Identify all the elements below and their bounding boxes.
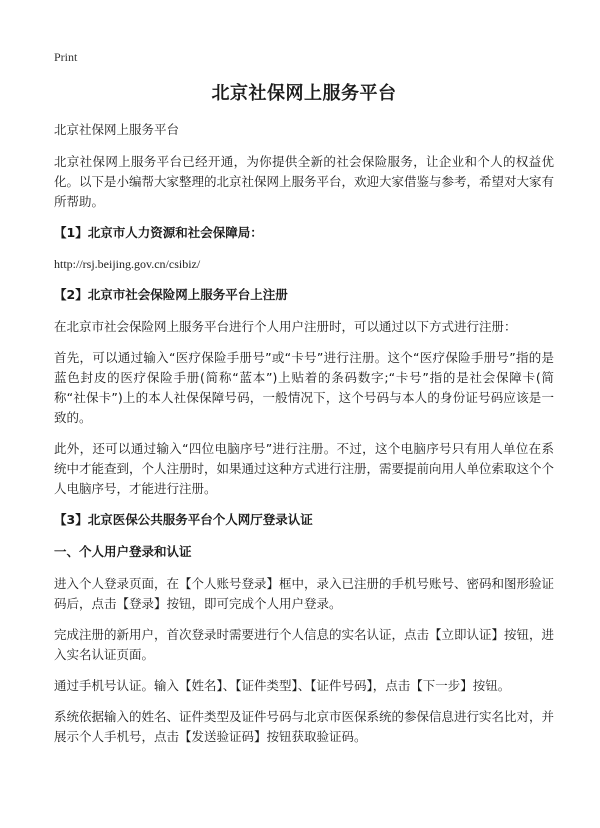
section-3-subheading: 一、个人用户登录和认证 [54, 544, 192, 559]
section-3-paragraph-3: 通过手机号认证。输入【姓名】、【证件类型】、【证件号码】，点击【下一步】按钮。 [54, 678, 511, 693]
section-3-paragraph-2: 完成注册的新用户，首次登录时需要进行个人信息的实名认证，点击【立即认证】按钮，进入实名认证页面。 [54, 627, 555, 662]
section-2-paragraph-2: 首先，可以通过输入“医疗保险手册号”或“卡号”进行注册。这个“医疗保险手册号”指的是蓝色封皮的医疗保险手册(简称“蓝本”)上贴着的条码数字;“卡号”指的是社会保障卡(简称“社保卡”)上的本人社保保障号码，一般情况下，这个号码与本人的身份证号码应该是一致的。 [54, 350, 554, 425]
section-1-heading: 【1】北京市人力资源和社会保障局： [54, 225, 263, 240]
page-title: 北京社保网上服务平台 [211, 83, 397, 104]
intro-paragraph: 北京社保网上服务平台已经开通，为你提供全新的社会保险服务，让企业和个人的权益优化。以下是小编帮大家整理的北京社保网上服务平台，欢迎大家借鉴与参考，希望对大家有所帮助。 [54, 154, 555, 209]
section-2-paragraph-3: 此外，还可以通过输入“四位电脑序号”进行注册。不过，这个电脑序号只有用人单位在系统中才能查到，个人注册时，如果通过这种方式进行注册，需要提前向用人单位索取这个个人电脑序号，才能进行注册。 [54, 441, 555, 496]
section-1-url: http://rsj.beijing.gov.cn/csibiz/ [54, 257, 201, 271]
section-2-heading: 【2】北京市社会保险网上服务平台上注册 [54, 287, 288, 302]
section-3-heading: 【3】北京医保公共服务平台个人网厅登录认证 [54, 512, 313, 527]
section-3-paragraph-1: 进入个人登录页面，在【个人账号登录】框中，录入已注册的手机号账号、密码和图形验证码后，点击【登录】按钮，即可完成个人用户登录。 [54, 576, 555, 611]
document-subtitle: 北京社保网上服务平台 [54, 122, 180, 137]
print-link[interactable]: Print [54, 50, 78, 64]
section-3-paragraph-4: 系统依据输入的姓名、证件类型及证件号码与北京市医保系统的参保信息进行实名比对，并展示个人手机号，点击【发送验证码】按钮获取验证码。 [54, 709, 555, 744]
section-2-paragraph-1: 在北京市社会保险网上服务平台进行个人用户注册时，可以通过以下方式进行注册： [54, 319, 517, 334]
